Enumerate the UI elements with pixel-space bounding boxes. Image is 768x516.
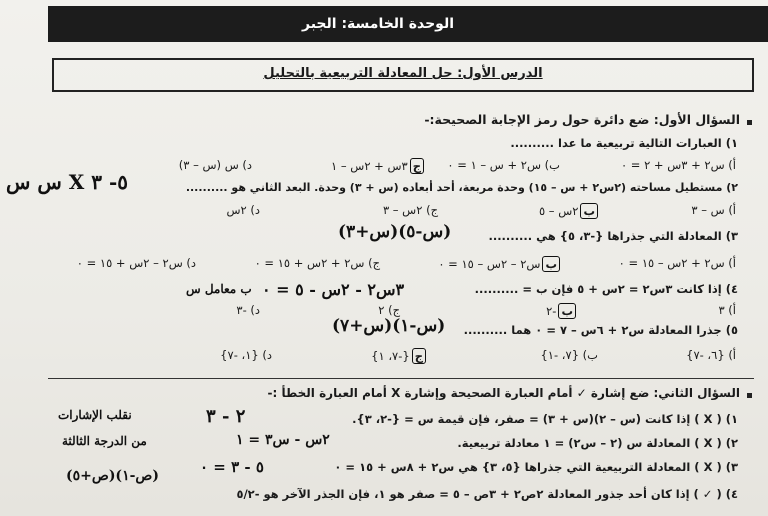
q2-statement-1: ١) ( X ) إذا كانت (س – ٢)(س + ٣) = صفر، فإن قيمة س = {-٢، ٣}.: [352, 412, 738, 426]
q1-item5-option-b: ب) {٧، -١}: [540, 348, 598, 362]
q1-item3-option-d: د) س٢ – ٢س + ١٥ = ٠: [76, 256, 196, 270]
q1-item2-stem: ٢) مستطيل مساحته (٢س٢ + س – ١٥) وحدة مربعة، أحد أبعاده (س + ٣) وحدة. البعد الثاني هو ..........: [185, 181, 738, 194]
handwritten-degree-note: من الدرجة الثالثة: [62, 434, 147, 448]
q1-item4-option-b: ب-٢: [546, 303, 578, 319]
handwritten-factor-pair: (ص+٥)(ص-١): [66, 468, 159, 484]
bullet-q2: [747, 393, 752, 398]
q1-item1-option-c: ج٣س + ٢س – ١: [331, 158, 426, 174]
unit-banner: [48, 6, 768, 42]
handwritten-factored-form: (س+٣)(س-٥): [338, 222, 452, 242]
bullet-q1: [747, 120, 752, 125]
q1-item1-stem: ١) العبارات التالية تربيعية ما عدا ..........: [510, 136, 738, 150]
q2-statement-2: ٢) ( X ) المعادلة س (٢ – س٢) = ١ معادلة تربيعية.: [457, 436, 738, 450]
q1-item3-stem: ٣) المعادلة التي جذراها {-٣، ٥} هي ..........: [488, 229, 738, 243]
lesson-title-box: [52, 58, 754, 92]
selected-choice-circle: ب: [558, 303, 576, 319]
q1-item4-option-c: ج) ٢: [378, 303, 400, 317]
selected-choice-circle: ب: [542, 256, 560, 272]
q1-heading: السؤال الأول: ضع دائرة حول رمز الإجابة الصحيحة:-: [424, 112, 740, 127]
handwritten-roots-check: ٥ - ٣ = ٠: [200, 458, 264, 476]
q1-item2-option-c: ج) ٢س – ٣: [382, 203, 438, 217]
q1-item3-option-b: بس٢ – ٢س – ١٥ = ٠: [438, 256, 562, 272]
handwritten-roots-answer: ٢ - ٣: [206, 406, 246, 427]
q1-item1-option-d: د) س (س – ٣): [178, 158, 252, 172]
q1-item2-option-b: ب٢س – ٥: [539, 203, 600, 219]
handwritten-expansion: ٢س - س٣ = ١: [236, 432, 330, 448]
q1-item4-option-a: أ) ٣: [718, 303, 736, 317]
q1-item4-stem: ٤) إذا كانت ٣س٢ = ٢س + ٥ فإن ب = ..........: [474, 282, 738, 296]
handwritten-factored-roots: (س+٧)(س-١): [332, 316, 446, 336]
q1-item5-option-d: د) {١، -٧}: [220, 348, 272, 362]
handwritten-coefficient-note: ب معامل س: [186, 282, 252, 296]
handwritten-factor-diagram: ٥- ٣ X س س: [6, 170, 129, 194]
q1-item4-option-d: د) -٣: [236, 303, 260, 317]
q1-item2-option-a: أ) س – ٣: [691, 203, 736, 217]
q2-statement-4: ٤) ( ✓ ) إذا كان أحد جذور المعادلة ٢ص٢ + ٣ص – ٥ = صفر هو ١، فإن الجذر الآخر هو -٥/٢: [236, 487, 738, 501]
q1-item5-option-a: أ) {٦، -٧}: [686, 348, 736, 362]
q1-item2-option-d: د) ٢س: [226, 203, 260, 217]
selected-choice-circle: ج: [410, 158, 424, 174]
handwritten-sign-note: نقلب الإشارات: [58, 408, 132, 422]
q1-item5-stem: ٥) جذرا المعادلة س٢ + ٦س – ٧ = ٠ هما ..........: [463, 323, 738, 337]
q1-item5-option-c: ج{-٧، ١}: [371, 348, 428, 364]
q2-statement-3: ٣) ( X ) المعادلة التربيعية التي جذراها {٥، ٣} هي س٢ + ٨س + ١٥ = ٠: [334, 460, 738, 474]
q1-item3-option-a: أ) س٢ + ٢س – ١٥ = ٠: [618, 256, 736, 270]
selected-choice-circle: ج: [412, 348, 426, 364]
q1-item1-option-a: أ) س٢ + ٣س + ٢ = ٠: [620, 158, 736, 172]
lesson-title: الدرس الأول: حل المعادلة التربيعية بالتحليل: [263, 66, 543, 81]
selected-choice-circle: ب: [580, 203, 598, 219]
section-divider: [48, 378, 754, 379]
handwritten-rearranged-equation: ٣س٢ - ٢س - ٥ = ٠: [262, 280, 405, 299]
q2-heading: السؤال الثاني: ضع إشارة ✓ أمام العبارة الصحيحة وإشارة X أمام العبارة الخطأ :-: [267, 386, 740, 400]
q1-item3-option-c: ج) س٢ + ٢س + ١٥ = ٠: [254, 256, 380, 270]
unit-title: الوحدة الخامسة: الجبر: [302, 16, 454, 32]
q1-item1-option-b: ب) س٢ + س – ١ = ٠: [447, 158, 560, 172]
